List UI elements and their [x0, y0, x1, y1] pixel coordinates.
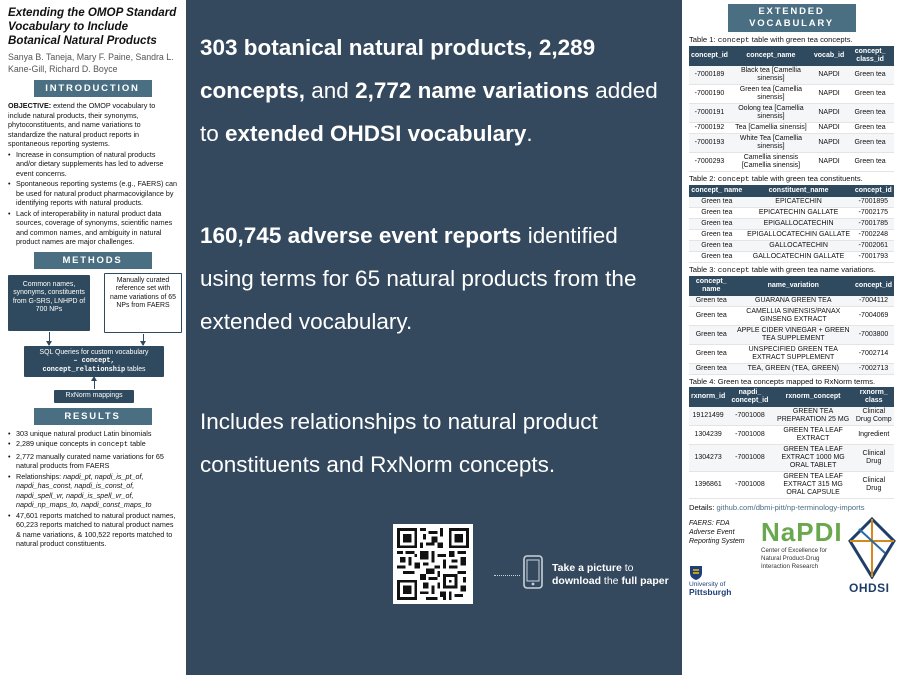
headline-bold: 2,772 name variations — [355, 78, 589, 103]
table-cell: Green tea — [689, 219, 745, 230]
table-cell: Green tea — [846, 134, 894, 153]
details-link[interactable]: github.com/dbmi-pitt/np-terminology-imports — [716, 503, 865, 512]
result-bullet — [8, 439, 177, 451]
table-cell: -7001895 — [853, 197, 894, 208]
table-cell: Tea [Camellia sinensis] — [730, 123, 812, 134]
sources-box: Common names, synonyms, constituents from G-SRS, LNHPD of 700 NPs — [8, 275, 90, 331]
headline-1 — [200, 26, 676, 155]
caption-code: concept — [717, 37, 750, 45]
table-cell: 1396861 — [689, 472, 727, 499]
table-cell: NAPDI — [812, 104, 846, 123]
take-line-1 — [552, 562, 669, 575]
caption-text: table with green tea name variations. — [749, 265, 876, 274]
table-cell: 1304273 — [689, 445, 727, 472]
table-cell: Green tea — [689, 252, 745, 263]
qr-graphic — [397, 528, 469, 600]
table-cell: Green tea — [846, 85, 894, 104]
table-cell: Clinical Drug Comp — [854, 407, 894, 426]
table-cell: -7001008 — [727, 407, 772, 426]
table-cell: -7001785 — [853, 219, 894, 230]
headline-bold: 160,745 adverse event reports — [200, 223, 522, 248]
table-row — [689, 445, 894, 472]
result-text: 2,289 unique concepts in — [16, 439, 98, 449]
table-cell: Green tea — [689, 296, 734, 307]
methods-heading: METHODS — [34, 252, 152, 269]
table-cell: 19121499 — [689, 407, 727, 426]
table-cell: GREEN TEA LEAF EXTRACT 1000 MG ORAL TABLET — [773, 445, 854, 472]
result-text: Relationships: — [16, 471, 64, 481]
table-cell: GREEN TEA LEAF EXTRACT 315 MG ORAL CAPSULE — [773, 472, 854, 499]
table-cell: Camellia sinensis [Camellia sinensis] — [730, 153, 812, 172]
introduction-heading: INTRODUCTION — [34, 80, 152, 97]
result-bullet: • 2,772 manually curated name variations for 65 natural products from FAERS — [8, 452, 177, 471]
take-text: the — [601, 575, 622, 587]
table-row — [689, 153, 894, 172]
table-cell: Green tea — [846, 66, 894, 85]
caption-text: Table 1: — [689, 35, 718, 44]
table-header: concept_id — [853, 185, 894, 197]
authors: Sanya B. Taneja, Mary F. Paine, Sandra L. Kane-Gill, Richard D. Boyce — [8, 52, 174, 74]
headline-2 — [200, 214, 676, 343]
table-row — [689, 197, 894, 208]
table2 — [689, 185, 894, 263]
table-cell: -7004069 — [853, 307, 894, 326]
table-row — [689, 407, 894, 426]
methods-diagram — [6, 273, 179, 403]
table3-caption — [689, 265, 894, 276]
caption-code: concept — [717, 176, 750, 184]
table-cell: NAPDI — [812, 153, 846, 172]
table-cell: -7000193 — [689, 134, 730, 153]
table-cell: NAPDI — [812, 123, 846, 134]
table-header: rxnorm_concept — [773, 387, 854, 407]
table-header: concept_ name — [689, 276, 734, 296]
table-header: name_variation — [734, 276, 854, 296]
result-bullet: • 47,601 reports matched to natural product names, 60,223 reports matched to natural product names & name variations, & 100,522 reports matched to natural product constituents. — [8, 511, 177, 549]
pitt-line: University of — [689, 581, 726, 588]
napdi-subtitle: Center of Excellence for Natural Product-Drug Interaction Research — [761, 547, 828, 570]
table-cell: Green tea — [689, 197, 745, 208]
table-cell: Green tea — [689, 230, 745, 241]
caption-text: Table 2: — [689, 174, 718, 183]
sql-queries-box — [24, 346, 164, 377]
extended-vocabulary-heading — [728, 4, 856, 32]
table-cell: TEA, GREEN (TEA, GREEN) — [734, 364, 854, 375]
pitt-logo — [689, 565, 732, 596]
table-cell: Green tea [Camellia sinensis] — [730, 85, 812, 104]
table-cell: Green tea — [689, 345, 734, 364]
table-cell: -7001793 — [853, 252, 894, 263]
table-row — [689, 241, 894, 252]
right-column — [683, 0, 900, 675]
table-cell: Clinical Drug — [854, 472, 894, 499]
result-bullet — [8, 472, 177, 510]
ohdsi-logo: OHDSI — [849, 581, 890, 595]
table-cell: GALLOCATECHIN — [745, 241, 853, 252]
headline-bold: 303 botanical natural products, 2,289 concepts, — [200, 35, 596, 103]
table-header: concept_ name — [689, 185, 745, 197]
table-cell: EPIGALLOCATECHIN — [745, 219, 853, 230]
table2-caption — [689, 174, 894, 185]
arrow-down — [143, 334, 144, 345]
relationship-names: napdi_pt, napdi_is_pt_of, napdi_has_const, napdi_is_const_of, napdi_spell_vr, napdi_is_spell_vr_of, napdi_np_maps_to, napdi_const_maps_to — [16, 471, 152, 510]
headline-bold: extended OHDSI vocabulary — [225, 121, 527, 146]
table-header: vocab_id — [812, 46, 846, 66]
pitt-line: Pittsburgh — [689, 586, 732, 597]
table-cell: GREEN TEA PREPARATION 25 MG — [773, 407, 854, 426]
table-cell: -7002061 — [853, 241, 894, 252]
table1-caption — [689, 35, 894, 46]
table-cell: EPIGALLOCATECHIN GALLATE — [745, 230, 853, 241]
table-cell: Green tea — [689, 364, 734, 375]
napdi-logo: NaPDI — [761, 517, 843, 547]
table4-caption: Table 4: Green tea concepts mapped to RxNorm terms. — [689, 377, 876, 386]
introduction-list — [8, 150, 177, 247]
table4 — [689, 387, 894, 499]
table-row — [689, 104, 894, 123]
sql-line-1: SQL Queries for custom vocabulary — [39, 348, 149, 356]
table-cell: NAPDI — [812, 134, 846, 153]
table-cell: GREEN TEA LEAF EXTRACT — [773, 426, 854, 445]
table-cell: Green tea — [689, 241, 745, 252]
table-header: napdi_ concept_id — [727, 387, 772, 407]
intro-bullet: • Lack of interoperability in natural product data sources, coverage of synonyms, scientific names and common names, and ambiguity in natural product names are major challenges. — [8, 209, 177, 247]
table-header: concept_name — [730, 46, 812, 66]
sql-line-3 — [27, 366, 161, 374]
table-cell: Ingredient — [854, 426, 894, 445]
intro-bullet: • Increase in consumption of natural products and/or dietary supplements has led to adverse event concerns. — [8, 150, 177, 179]
table-row — [689, 219, 894, 230]
table-header: rxnorm_ class — [854, 387, 894, 407]
table-cell: GALLOCATECHIN GALLATE — [745, 252, 853, 263]
table-cell: Green tea — [846, 123, 894, 134]
headline-text: identified using terms for 65 natural products from the extended vocabulary. — [200, 223, 637, 334]
result-code: concept — [97, 441, 129, 450]
result-text: table — [128, 439, 146, 449]
center-panel — [186, 0, 682, 675]
table-cell: -7001008 — [727, 445, 772, 472]
table-cell: -7002248 — [853, 230, 894, 241]
table-cell: NAPDI — [812, 85, 846, 104]
table-cell: CAMELLIA SINENSIS/PANAX GINSENG EXTRACT — [734, 307, 854, 326]
table-cell: Clinical Drug — [854, 445, 894, 472]
table-header: rxnorm_id — [689, 387, 727, 407]
table-cell: -7001008 — [727, 426, 772, 445]
table-row — [689, 426, 894, 445]
take-line-2 — [552, 575, 669, 588]
results-list — [8, 429, 177, 549]
table-cell: -7002714 — [853, 345, 894, 364]
details-label: Details: — [689, 503, 717, 512]
table-cell: -7004112 — [853, 296, 894, 307]
table-cell: -7000189 — [689, 66, 730, 85]
ohdsi-logo-icon — [847, 517, 897, 584]
table-cell: Green tea — [689, 307, 734, 326]
take-bold: download — [552, 575, 601, 587]
table-header: concept_id — [853, 276, 894, 296]
arrow-up — [94, 377, 95, 389]
headline-text: . — [526, 121, 533, 146]
table-cell: Green tea — [846, 153, 894, 172]
table-row — [689, 345, 894, 364]
table-header: constituent_name — [745, 185, 853, 197]
logos-area — [689, 515, 894, 595]
table-cell: NAPDI — [812, 66, 846, 85]
poster-title: Extending the OMOP Standard Vocabulary to Include Botanical Natural Products — [8, 6, 177, 47]
table-cell: GUARANA GREEN TEA — [734, 296, 854, 307]
table-cell: APPLE CIDER VINEGAR + GREEN TEA SUPPLEMENT — [734, 326, 854, 345]
table-row — [689, 472, 894, 499]
arrow-down — [49, 332, 50, 345]
table-cell: -7000293 — [689, 153, 730, 172]
table-cell: Green tea — [689, 208, 745, 219]
headline-3: Includes relationships to natural product constituents and RxNorm concepts. — [200, 409, 598, 477]
curated-set-box: Manually curated reference set with name variations of 65 NPs from FAERS — [104, 273, 182, 333]
table-cell: -7002713 — [853, 364, 894, 375]
objective-label: OBJECTIVE: — [8, 101, 52, 110]
take-bold: full paper — [621, 575, 669, 587]
table3 — [689, 276, 894, 375]
sql-line-2 — [27, 357, 161, 365]
table-cell: EPICATECHIN GALLATE — [745, 208, 853, 219]
table-cell: -7003800 — [853, 326, 894, 345]
table-cell: White Tea [Camellia sinensis] — [730, 134, 812, 153]
sql-concept-relationship: concept_relationship — [42, 365, 126, 374]
table1 — [689, 46, 894, 172]
table-cell: UNSPECIFIED GREEN TEA EXTRACT SUPPLEMENT — [734, 345, 854, 364]
result-bullet: • 303 unique natural product Latin binomials — [8, 429, 177, 439]
sql-concept: – concept, — [73, 357, 115, 366]
headline-text: and — [305, 78, 356, 103]
results-heading: RESULTS — [34, 408, 152, 425]
table-cell: Green tea — [689, 326, 734, 345]
caption-text: Table 3: — [689, 265, 718, 274]
caption-code: concept — [717, 267, 750, 275]
table-row — [689, 326, 894, 345]
table-row — [689, 85, 894, 104]
take-bold: Take a picture — [552, 562, 622, 574]
left-column — [0, 0, 185, 675]
table-cell: -7000192 — [689, 123, 730, 134]
table-row — [689, 134, 894, 153]
table-cell: -7000191 — [689, 104, 730, 123]
faers-note: FAERS: FDA Adverse Event Reporting System — [689, 520, 745, 545]
table-row — [689, 296, 894, 307]
headline-text: added to — [200, 78, 658, 146]
table-cell: 1304239 — [689, 426, 727, 445]
intro-bullet: • Spontaneous reporting systems (e.g., FAERS) can be used for natural product pharmacovigilance by identifying reports with natural products. — [8, 179, 177, 208]
table-cell: -7000190 — [689, 85, 730, 104]
take-picture-note — [552, 562, 669, 588]
heading-line: VOCABULARY — [749, 18, 834, 29]
objective — [8, 101, 177, 149]
heading-line: EXTENDED — [758, 6, 825, 17]
table-row — [689, 208, 894, 219]
details-line — [689, 503, 894, 513]
table-row — [689, 230, 894, 241]
table-cell: EPICATECHIN — [745, 197, 853, 208]
table-cell: Black tea [Camellia sinensis] — [730, 66, 812, 85]
table-row — [689, 123, 894, 134]
qr-code[interactable] — [393, 524, 473, 604]
table-cell: -7002175 — [853, 208, 894, 219]
table-cell: Green tea — [846, 104, 894, 123]
dotted-arrow — [494, 575, 520, 576]
table-row — [689, 252, 894, 263]
table-row — [689, 66, 894, 85]
phone-icon — [523, 555, 543, 594]
pitt-shield-icon — [689, 565, 703, 581]
sql-tables: tables — [125, 365, 146, 373]
table-row — [689, 364, 894, 375]
objective-text: extend the OMOP vocabulary to include natural products, their synonyms, phytoconstituents, and name variations to standardize the natural product reports in spontaneous reporting systems. — [8, 101, 156, 149]
rxnorm-box: RxNorm mappings — [54, 390, 134, 403]
table-header: concept_id — [689, 46, 730, 66]
table-cell: -7001008 — [727, 472, 772, 499]
table-row — [689, 307, 894, 326]
take-text: to — [621, 562, 634, 574]
caption-text: table with green tea concepts. — [749, 35, 853, 44]
caption-text: table with green tea constituents. — [749, 174, 863, 183]
table-header: concept_ class_id — [846, 46, 894, 66]
table-cell: Oolong tea [Camellia sinensis] — [730, 104, 812, 123]
